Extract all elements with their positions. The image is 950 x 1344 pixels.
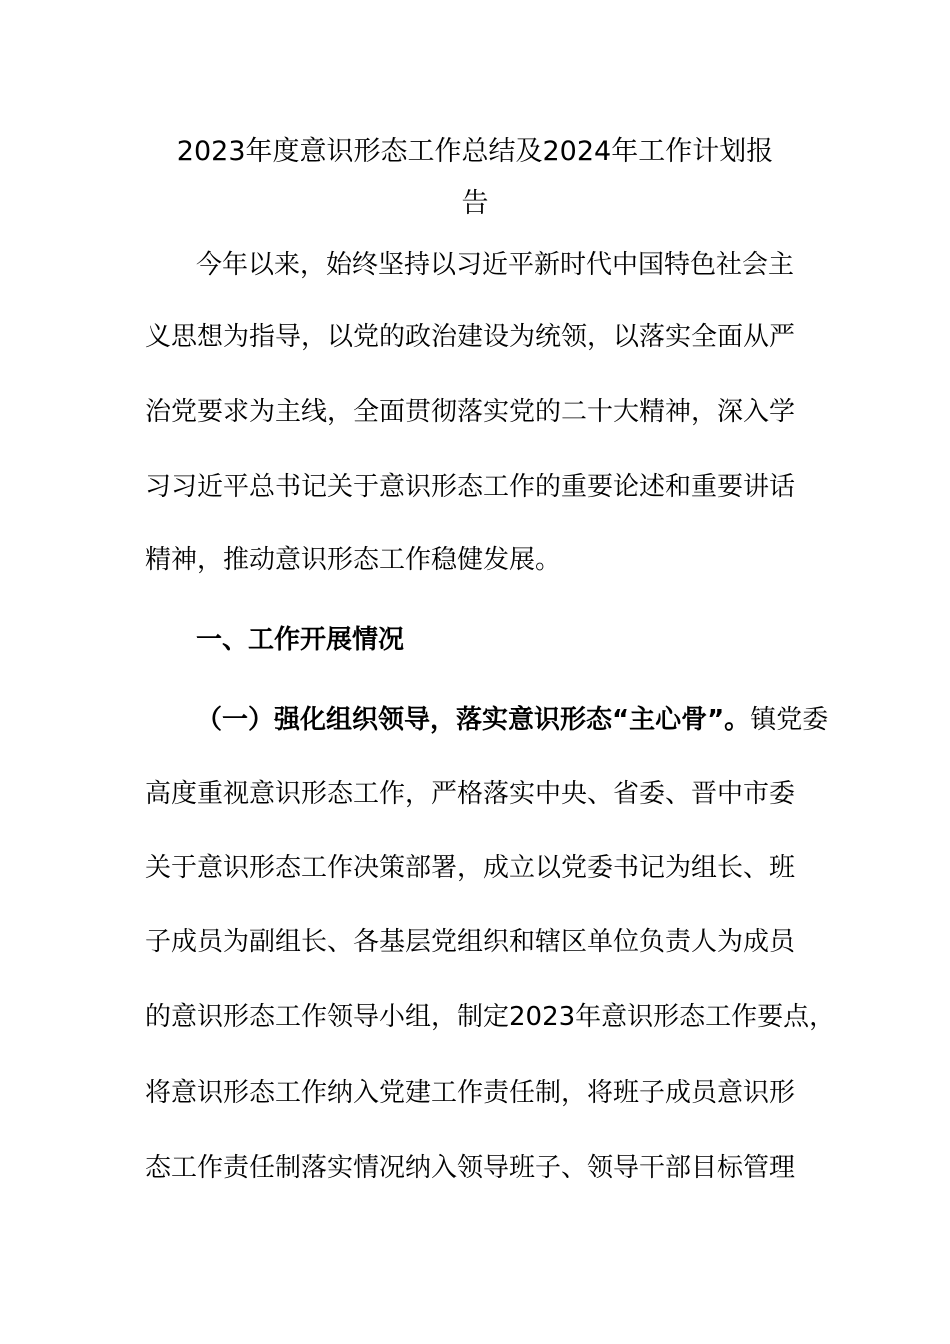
body-line-2: 关于意识形态工作决策部署，成立以党委书记为组长、班	[145, 853, 796, 883]
subsection-first-line-rest: 镇党委	[750, 705, 829, 735]
body-line-6: 态工作责任制落实情况纳入领导班子、领导干部目标管理	[145, 1153, 796, 1183]
body-line-3: 子成员为副组长、各基层党组织和辖区单位负责人为成员	[145, 927, 796, 957]
subsection-bold-lead: （一）强化组织领导，落实意识形态“主心骨”。	[196, 705, 751, 735]
subsection-first-line	[196, 703, 828, 737]
document-title-line-1: 2023年度意识形态工作总结及2024年工作计划报	[176, 136, 774, 167]
section-heading: 一、工作开展情况	[196, 625, 405, 655]
document-title-line-2: 告	[461, 188, 489, 219]
intro-line-1: 今年以来，始终坚持以习近平新时代中国特色社会主	[196, 250, 795, 280]
intro-line-3: 治党要求为主线，全面贯彻落实党的二十大精神，深入学	[145, 397, 796, 427]
intro-line-2: 义思想为指导，以党的政治建设为统领，以落实全面从严	[145, 322, 796, 352]
body-line-1: 高度重视意识形态工作，严格落实中央、省委、晋中市委	[145, 779, 796, 809]
intro-line-5: 精神，推动意识形态工作稳健发展。	[145, 545, 562, 575]
body-line-5: 将意识形态工作纳入党建工作责任制，将班子成员意识形	[145, 1078, 796, 1108]
body-line-4: 的意识形态工作领导小组，制定2023年意识形态工作要点，	[145, 1002, 836, 1032]
intro-line-4: 习习近平总书记关于意识形态工作的重要论述和重要讲话	[145, 472, 796, 502]
